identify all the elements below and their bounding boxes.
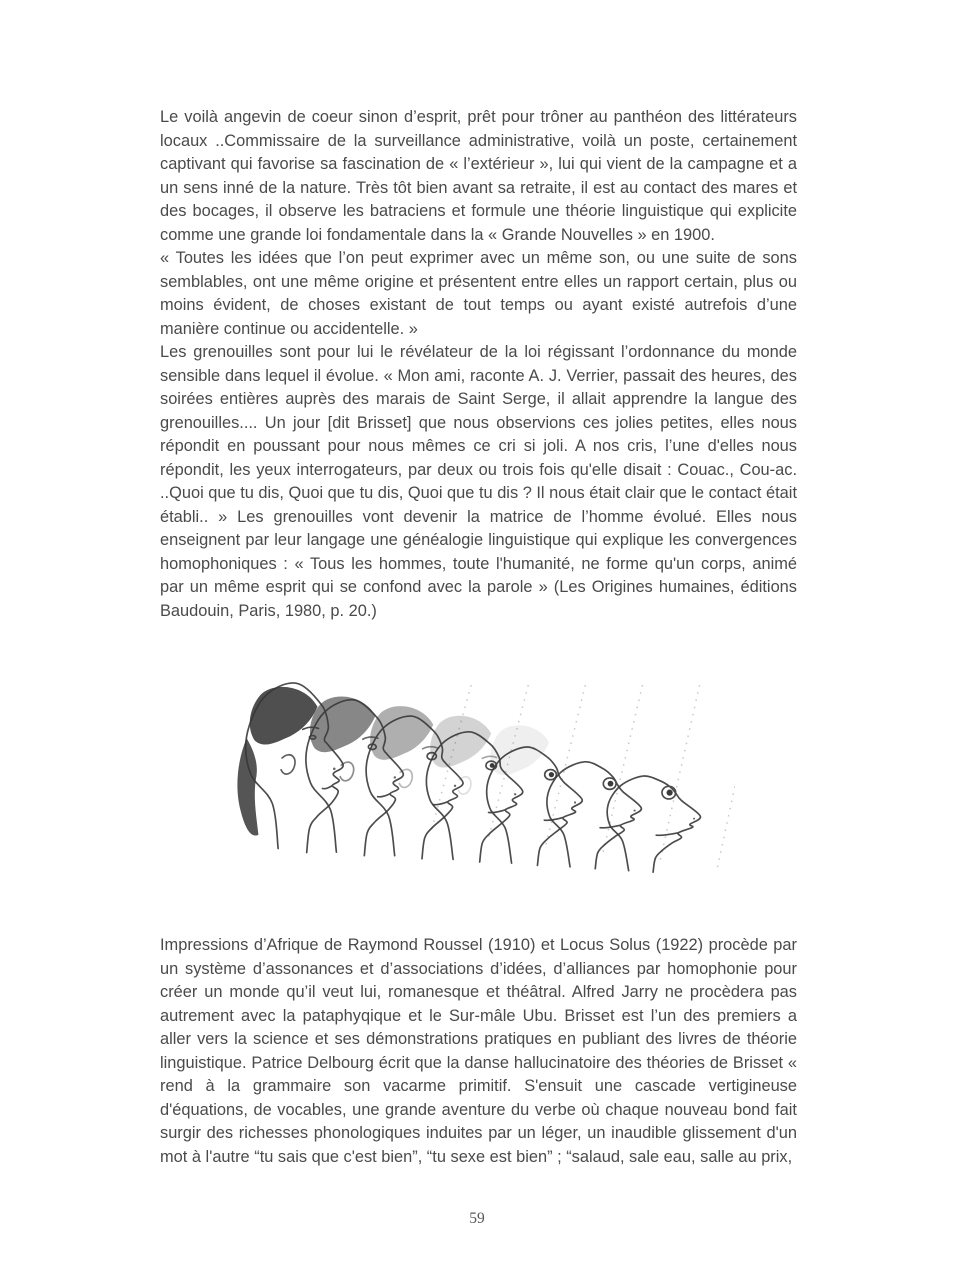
text-column xyxy=(160,106,797,1169)
paragraph-intro: Le voilà angevin de coeur sinon d’esprit, prêt pour trôner au panthéon des littérateurs locaux ..Commissaire de la surveillance administrative, voilà un poste, certainement captivant qui favorise sa fascination de « l’extérieur », lui qui vient de la campagne et a un sens inné de la nature. Très tôt bien avant sa retraite, il est au contact des mares et des bocages, il observe les batraciens et formule une théorie linguistique qui explicite comme une grande loi fondamentale dans la « Grande Nouvelles » en 1900. xyxy=(160,108,797,244)
paragraph-roussel: Impressions d’Afrique de Raymond Roussel (1910) et Locus Solus (1922) procède par un système d’assonances et d’associations d’idées, d’alliances par homophonie pour créer un monde qu’il veut lui, romanesque et théâtral. Alfred Jarry ne procèdera pas autrement avec la pataphyqique et le Sur-mâle Ubu. Brisset est l’un des premiers a aller vers la science et ses démonstrations pratiques en publiant des livres de théorie linguistique. Patrice Delbourg écrit que la danse hallucinatoire des théories de Brisset « rend à la grammaire son vacarme primitif. S'ensuit une cascade vertigineuse d'équations, de vocables, une grande aventure du verbe où chaque nouveau bond fait surgir des richesses phonologiques induites par un léger, un inaudible glissement d'un mot à l'autre “tu sais que c'est bien”, “tu sexe est bien” ; “salaud, sale eau, salle au prix, xyxy=(160,936,797,1166)
paragraph-grenouilles: Les grenouilles sont pour lui le révélateur de la loi régissant l’ordonnance du monde sensible dans lequel il évolue. « Mon ami, raconte A. J. Verrier, passait des heures, des soirées entières auprès des marais de Saint Serge, il allait apprendre la langue des grenouilles.... Un jour [dit Brisset] que nous observions ces jolies petites, elles nous répondit en poussant pour nous mêmes ce cri si joli. A nos cris, l’une d'elles nous répondit, les yeux interrogateurs, par deux ou trois fois qu'elle disait : Couac., Cou-ac. ..Quoi que tu dis, Quoi que tu dis, Quoi que tu dis ? Il nous était clair que le contact était établi.. » Les grenouilles vont devenir la matrice de l’homme évolué. Elles nous enseignent par leur langage une généalogie linguistique qui explique les convergences homophoniques : « Tous les hommes, toute l'humanité, ne forme qu'un corps, animé par un même esprit qui se confond avec la parole » (Les Origines humaines, éditions Baudouin, Paris, 1980, p. 20.) xyxy=(160,343,797,620)
paragraph-quote-brisset: « Toutes les idées que l’on peut exprimer avec un même son, ou une suite de sons semblables, ont une même origine et présentent entre elles un rapport certain, plus ou moins évident, de choses existant de tout temps ou ayant existé autrefois d’une manière continue ou accidentelle. » xyxy=(160,249,797,338)
page-footer xyxy=(0,1210,954,1228)
human-to-frog-illustration xyxy=(223,679,735,898)
page-number: 59 xyxy=(469,1210,485,1227)
human-to-frog-sketch-svg xyxy=(223,679,735,898)
